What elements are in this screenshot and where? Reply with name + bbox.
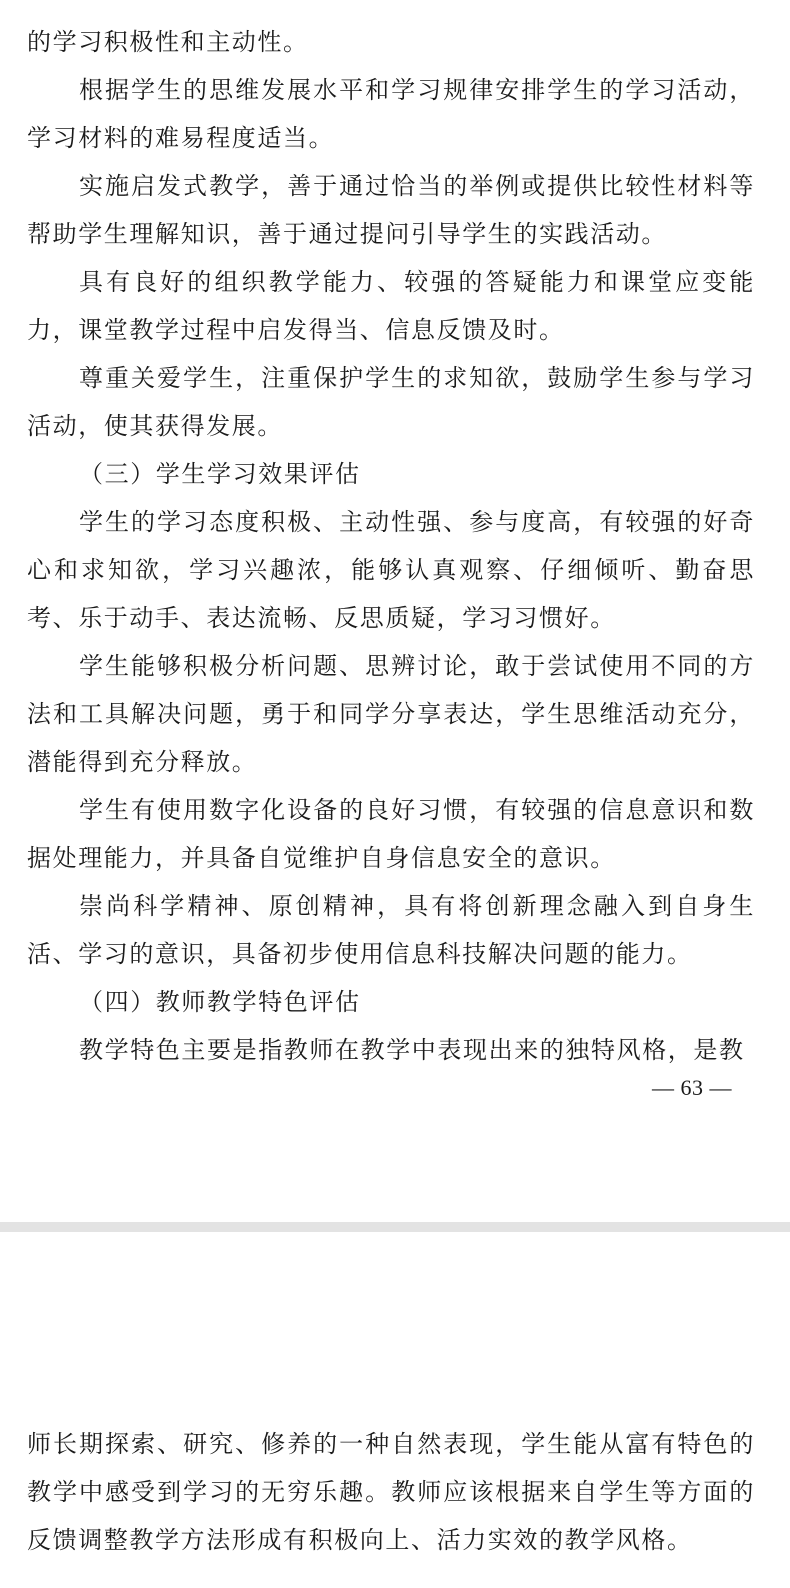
section-heading-3: （三）学生学习效果评估: [79, 460, 361, 488]
paragraph-continuation: 的学习积极性和主动性。: [27, 28, 309, 56]
paragraph-continuation: 师长期探索、研究、修养的一种自然表现，学生能从富有特色的教学中感受到学习的无穷乐趣。教师应该根据来自学生等方面的反馈调整教学方法形成有积极向上、活力实效的教学风格。: [27, 1430, 755, 1554]
section-heading-4: （四）教师教学特色评估: [79, 988, 361, 1016]
paragraph: 具有良好的组织教学能力、较强的答疑能力和课堂应变能力，课堂教学过程中启发得当、信息反馈及时。: [27, 268, 755, 344]
page-number: — 63 —: [652, 1075, 732, 1100]
paragraph: 学生能够积极分析问题、思辨讨论，敢于尝试使用不同的方法和工具解决问题，勇于和同学分享表达，学生思维活动充分，潜能得到充分释放。: [27, 652, 755, 776]
paragraph: 教学特色主要是指教师在教学中表现出来的独特风格，是教: [79, 1036, 745, 1064]
paragraph: 尊重关爱学生，注重保护学生的求知欲，鼓励学生参与学习活动，使其获得发展。: [27, 364, 755, 440]
paragraph: 实施启发式教学，善于通过恰当的举例或提供比较性材料等帮助学生理解知识，善于通过提问引导学生的实践活动。: [27, 172, 755, 248]
paragraph: 学生有使用数字化设备的良好习惯，有较强的信息意识和数据处理能力，并具备自觉维护自身信息安全的意识。: [27, 796, 755, 872]
page-content: [27, 18, 755, 1074]
page-content: [27, 1420, 755, 1564]
paragraph: 崇尚科学精神、原创精神，具有将创新理念融入到自身生活、学习的意识，具备初步使用信息科技解决问题的能力。: [27, 892, 755, 968]
page-separator: [0, 1222, 790, 1232]
paragraph: 学生的学习态度积极、主动性强、参与度高，有较强的好奇心和求知欲，学习兴趣浓，能够认真观察、仔细倾听、勤奋思考、乐于动手、表达流畅、反思质疑，学习习惯好。: [27, 508, 755, 632]
paragraph: 根据学生的思维发展水平和学习规律安排学生的学习活动，学习材料的难易程度适当。: [27, 76, 755, 152]
document-page-64: [0, 1232, 790, 1588]
